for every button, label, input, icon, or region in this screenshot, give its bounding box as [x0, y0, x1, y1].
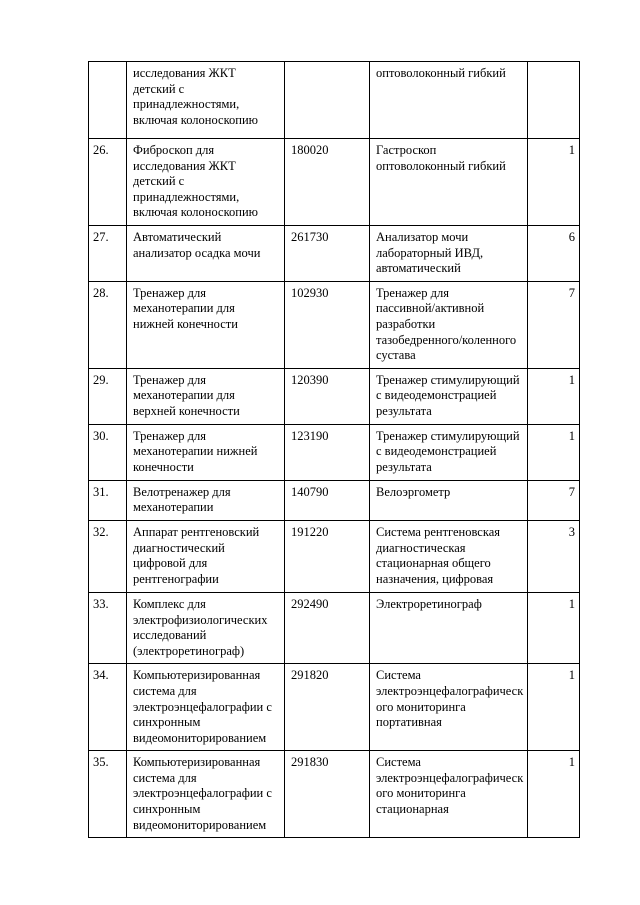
equipment-name-line: электрофизиологических [133, 612, 268, 627]
table-row [89, 225, 580, 281]
equipment-kind-line: назначения, цифровая [376, 571, 494, 586]
quantity-cell: 1 [528, 664, 580, 751]
equipment-kind-line: электроэнцефалографическ [376, 770, 524, 785]
equipment-name-line: рентгенографии [133, 571, 219, 586]
equipment-name-line: (электроретинограф) [133, 643, 245, 658]
equipment-kind-line: стационарная общего [376, 556, 491, 571]
equipment-kind-line: с видеодемонстрацией [376, 444, 497, 459]
equipment-kind-line: сустава [376, 348, 416, 363]
row-number-cell: 29. [89, 368, 127, 424]
equipment-name-line: включая колоноскопию [133, 112, 258, 127]
equipment-kind-line: ого мониторинга [376, 786, 466, 801]
equipment-kind-line: разработки [376, 316, 436, 331]
quantity-cell: 1 [528, 368, 580, 424]
equipment-kind-line: Система [376, 668, 421, 683]
equipment-kind-line: оптоволоконный гибкий [376, 66, 506, 80]
equipment-name-line: механотерапии для [133, 301, 235, 316]
quantity-cell: 7 [528, 281, 580, 368]
equipment-code-cell: 102930 [285, 281, 370, 368]
equipment-kind-line: диагностическая [376, 540, 466, 555]
equipment-name-cell [127, 225, 285, 281]
equipment-name-line: нижней конечности [133, 316, 238, 331]
equipment-kind-line: тазобедренного/коленного [376, 332, 517, 347]
equipment-name-cell [127, 368, 285, 424]
equipment-name-line: видеомониторированием [133, 817, 267, 832]
quantity-cell: 6 [528, 225, 580, 281]
equipment-name-line: синхронным [133, 715, 201, 730]
table-row [89, 520, 580, 592]
equipment-kind-line: результата [376, 459, 432, 474]
equipment-name-line: Автоматический [133, 229, 222, 244]
row-number-cell: 32. [89, 520, 127, 592]
equipment-kind-cell [370, 424, 528, 480]
equipment-kind-line: оптоволоконный гибкий [376, 158, 506, 173]
equipment-name-line: Компьютеризированная [133, 668, 261, 683]
equipment-table [88, 61, 580, 838]
equipment-kind-line: Анализатор мочи [376, 229, 469, 244]
equipment-name-line: система для [133, 770, 197, 785]
equipment-kind-cell [370, 139, 528, 226]
row-number-cell: 33. [89, 592, 127, 663]
equipment-code-cell: 291830 [285, 751, 370, 838]
equipment-kind-cell [370, 751, 528, 838]
equipment-name-line: цифровой для [133, 556, 208, 571]
row-number-cell: 35. [89, 751, 127, 838]
equipment-name-cell [127, 424, 285, 480]
equipment-kind-line: лабораторный ИВД, [376, 245, 484, 260]
equipment-name-line: Комплекс для [133, 596, 206, 611]
equipment-name-line: Аппарат рентгеновский [133, 524, 260, 539]
equipment-kind-line: портативная [376, 715, 442, 730]
equipment-name-line: принадлежностями, [133, 189, 240, 204]
equipment-code-cell: 291820 [285, 664, 370, 751]
table-row [89, 592, 580, 663]
equipment-name-line: детский с [133, 174, 185, 189]
equipment-kind-cell [370, 520, 528, 592]
row-number-cell: 31. [89, 480, 127, 520]
equipment-name-cell [127, 62, 285, 139]
equipment-name-line: диагностический [133, 540, 225, 555]
equipment-kind-line: Тренажер для [376, 285, 449, 300]
equipment-kind-line: стационарная [376, 802, 449, 817]
equipment-name-line: исследования ЖКТ [133, 66, 236, 80]
equipment-kind-cell [370, 664, 528, 751]
equipment-kind-line: Электроретинограф [376, 596, 482, 611]
equipment-code-cell [285, 62, 370, 139]
equipment-name-line: Велотренажер для [133, 484, 231, 499]
quantity-cell: 1 [528, 592, 580, 663]
table-row [89, 480, 580, 520]
equipment-code-cell: 180020 [285, 139, 370, 226]
equipment-kind-line: Система рентгеновская [376, 524, 501, 539]
equipment-name-cell [127, 592, 285, 663]
equipment-kind-cell [370, 368, 528, 424]
equipment-kind-line: ого мониторинга [376, 699, 466, 714]
equipment-name-cell [127, 664, 285, 751]
row-number-cell: 28. [89, 281, 127, 368]
equipment-name-cell [127, 480, 285, 520]
equipment-name-line: верхней конечности [133, 403, 240, 418]
equipment-table-body [89, 62, 580, 838]
equipment-name-line: электроэнцефалографии с [133, 699, 272, 714]
table-row [89, 368, 580, 424]
equipment-name-line: анализатор осадка мочи [133, 245, 261, 260]
equipment-code-cell: 140790 [285, 480, 370, 520]
equipment-name-line: Тренажер для [133, 285, 206, 300]
equipment-name-line: электроэнцефалографии с [133, 786, 272, 801]
equipment-name-line: Тренажер для [133, 428, 206, 443]
equipment-kind-line: Система [376, 755, 421, 770]
equipment-name-line: Тренажер для [133, 372, 206, 387]
equipment-kind-cell [370, 225, 528, 281]
equipment-kind-line: Тренажер стимулирующий [376, 372, 520, 387]
row-number-cell: 27. [89, 225, 127, 281]
equipment-name-line: детский с [133, 81, 185, 96]
equipment-name-line: механотерапии [133, 500, 214, 515]
table-row [89, 139, 580, 226]
quantity-cell [528, 62, 580, 139]
equipment-kind-cell [370, 62, 528, 139]
equipment-code-cell: 191220 [285, 520, 370, 592]
equipment-name-line: Фиброскоп для [133, 143, 215, 157]
quantity-cell: 3 [528, 520, 580, 592]
equipment-name-line: механотерапии для [133, 388, 235, 403]
equipment-code-cell: 292490 [285, 592, 370, 663]
equipment-name-line: принадлежностями, [133, 97, 240, 112]
row-number-cell: 34. [89, 664, 127, 751]
equipment-kind-line: электроэнцефалографическ [376, 683, 524, 698]
row-number-cell [89, 62, 127, 139]
equipment-name-line: Компьютеризированная [133, 755, 261, 770]
quantity-cell: 7 [528, 480, 580, 520]
equipment-name-line: система для [133, 683, 197, 698]
equipment-name-line: исследований [133, 628, 207, 643]
equipment-kind-cell [370, 592, 528, 663]
equipment-name-line: исследования ЖКТ [133, 158, 236, 173]
equipment-code-cell: 123190 [285, 424, 370, 480]
row-number-cell: 26. [89, 139, 127, 226]
table-row [89, 281, 580, 368]
equipment-name-cell [127, 751, 285, 838]
row-number-cell: 30. [89, 424, 127, 480]
table-row [89, 751, 580, 838]
table-row [89, 424, 580, 480]
equipment-kind-line: с видеодемонстрацией [376, 388, 497, 403]
quantity-cell: 1 [528, 751, 580, 838]
equipment-name-line: включая колоноскопию [133, 205, 258, 220]
equipment-kind-line: Велоэргометр [376, 484, 451, 499]
equipment-kind-line: результата [376, 403, 432, 418]
table-row [89, 62, 580, 139]
equipment-name-line: конечности [133, 459, 194, 474]
table-row [89, 664, 580, 751]
equipment-kind-line: Гастроскоп [376, 143, 437, 157]
equipment-kind-cell [370, 480, 528, 520]
equipment-name-line: синхронным [133, 802, 201, 817]
equipment-kind-line: Тренажер стимулирующий [376, 428, 520, 443]
quantity-cell: 1 [528, 424, 580, 480]
equipment-name-line: видеомониторированием [133, 730, 267, 745]
equipment-name-cell [127, 139, 285, 226]
equipment-kind-line: пассивной/активной [376, 301, 485, 316]
equipment-kind-line: автоматический [376, 261, 461, 276]
equipment-name-line: механотерапии нижней [133, 444, 258, 459]
equipment-code-cell: 261730 [285, 225, 370, 281]
equipment-code-cell: 120390 [285, 368, 370, 424]
equipment-name-cell [127, 520, 285, 592]
equipment-kind-cell [370, 281, 528, 368]
equipment-name-cell [127, 281, 285, 368]
quantity-cell: 1 [528, 139, 580, 226]
